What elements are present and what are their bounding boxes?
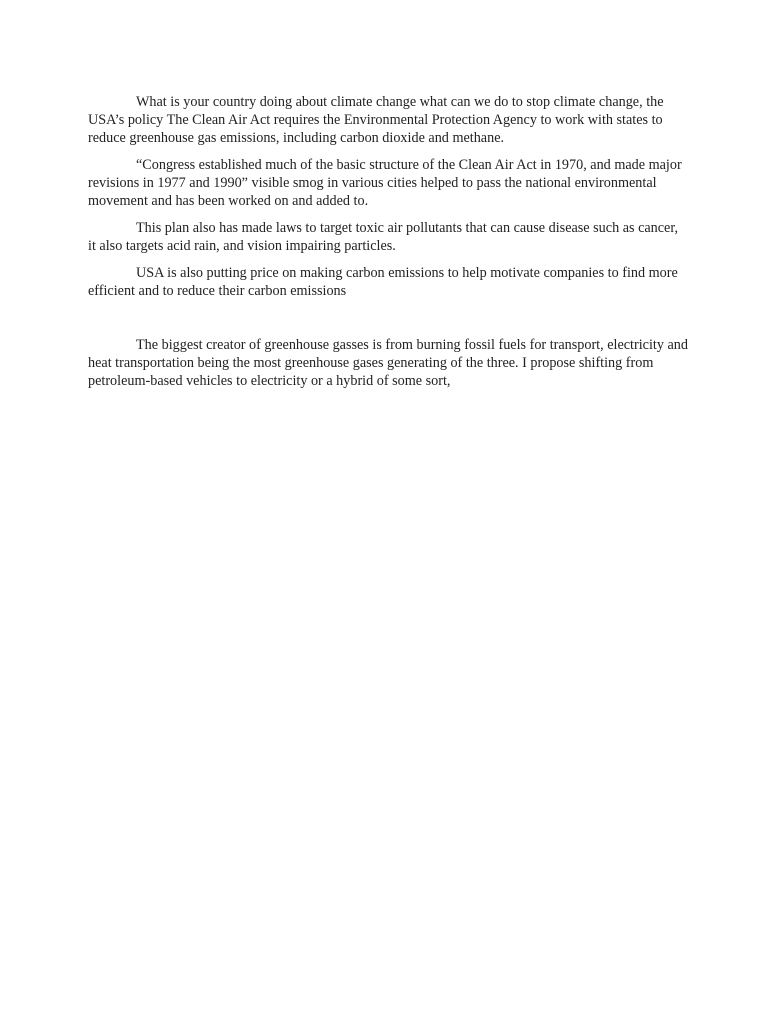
paragraph-carbon-price: USA is also putting price on making carbon emissions to help motivate companies to find more efficient and to reduce their carbon emissions [88, 265, 678, 299]
paragraph-climate-policy: What is your country doing about climate change what can we do to stop climate change, the USA’s policy The Clean Air Act requires the Environmental Protection Agency to work with states to reduce greenhouse gas emissions, including carbon dioxide and methane. [88, 94, 664, 146]
blank-line [88, 309, 688, 336]
paragraph-congress-quote: “Congress established much of the basic structure of the Clean Air Act in 1970, and made major revisions in 1977 and 1990” visible smog in various cities helped to pass the national environmental movement and has been worked on and added to. [88, 157, 682, 209]
paragraph-greenhouse-proposal: The biggest creator of greenhouse gasses is from burning fossil fuels for transport, electricity and heat transportation being the most greenhouse gases generating of the three. I propose shifting from petroleum-based vehicles to electricity or a hybrid of some sort, [88, 337, 688, 389]
document-body [88, 93, 688, 399]
paragraph-toxic-pollutants: This plan also has made laws to target toxic air pollutants that can cause disease such as cancer, it also targets acid rain, and vision impairing particles. [88, 220, 679, 254]
